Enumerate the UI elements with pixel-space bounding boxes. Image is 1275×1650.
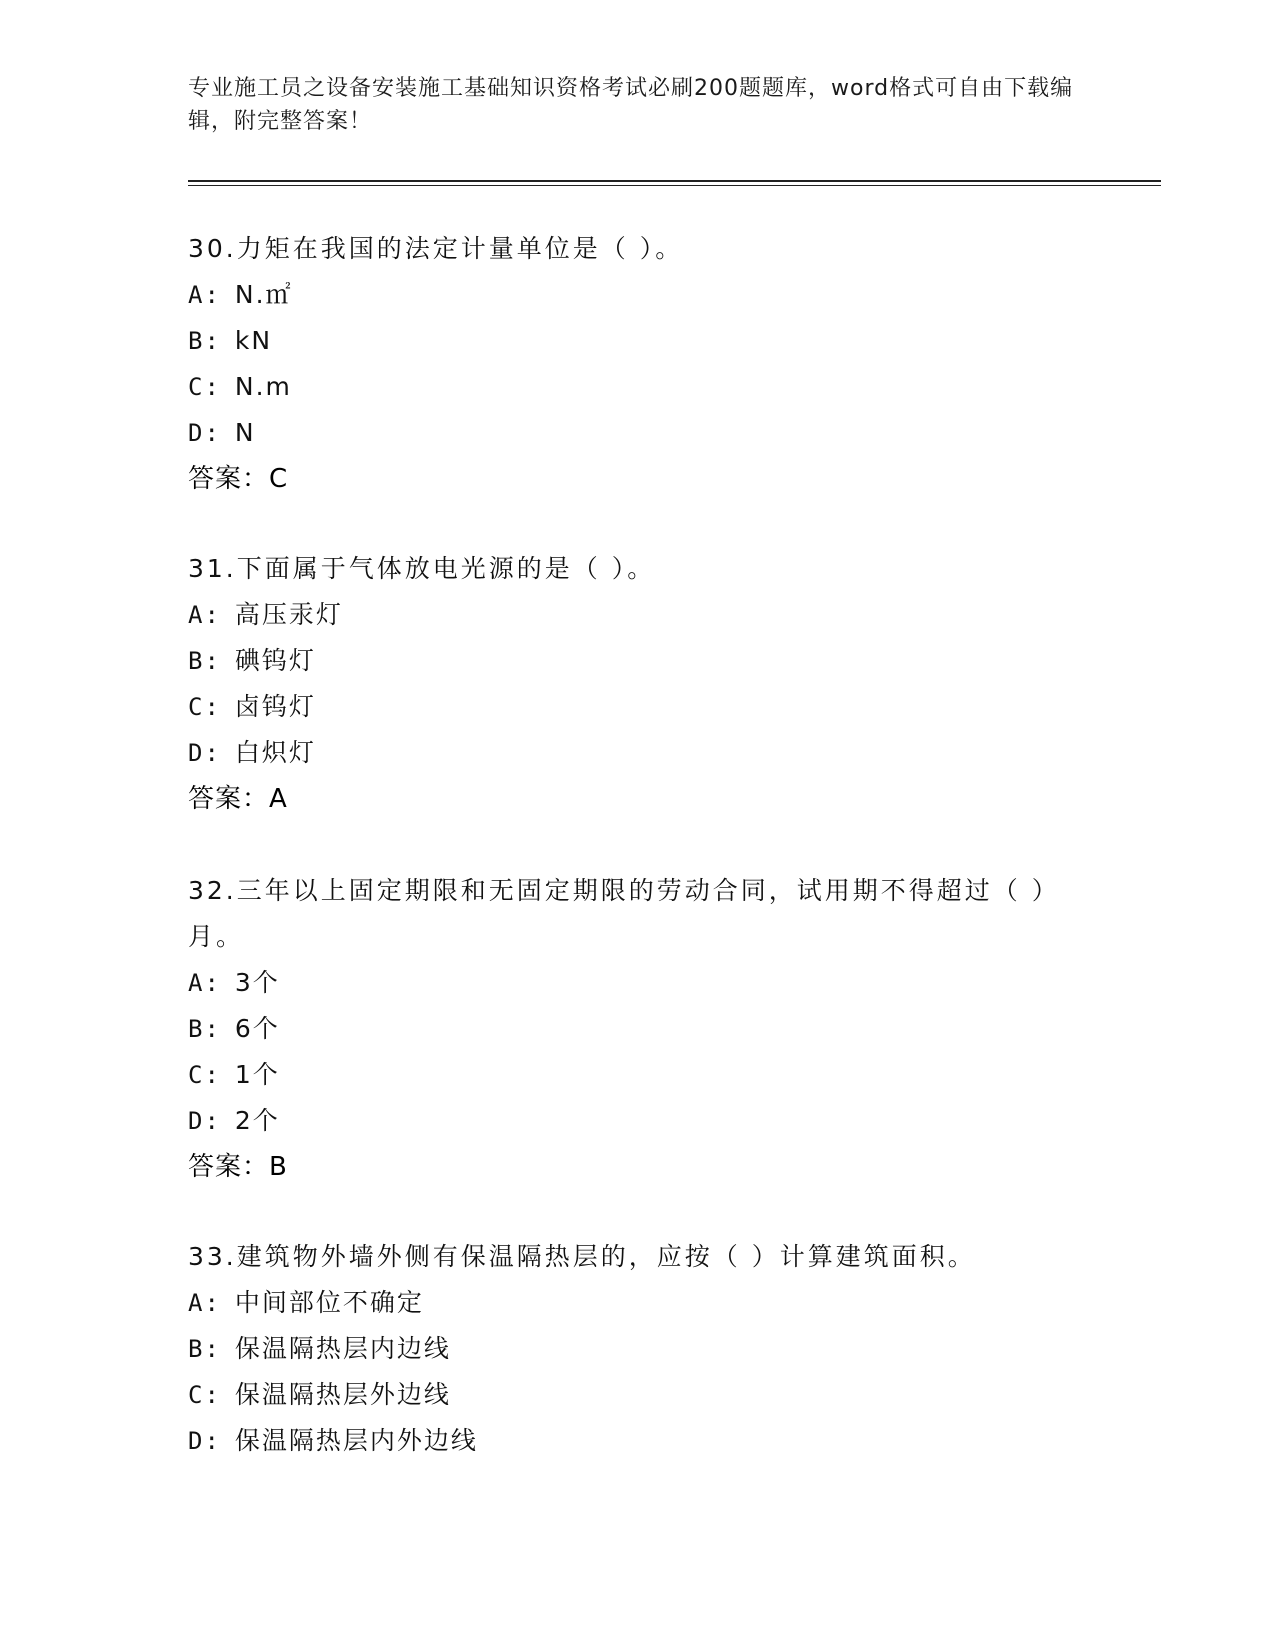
option-b (188, 1326, 1088, 1372)
option-c (188, 684, 1088, 730)
option-letter: A: (188, 969, 221, 997)
option-a (188, 272, 1088, 318)
option-letter: B: (188, 327, 221, 355)
answer-text: 答案：B (188, 1152, 288, 1182)
document-header (188, 72, 1088, 138)
option-text: 6个 (234, 1014, 280, 1043)
option-letter: C: (188, 693, 221, 721)
option-c (188, 1052, 1088, 1098)
option-letter: B: (188, 1015, 221, 1043)
option-letter: D: (188, 419, 221, 447)
header-title: 专业施工员之设备安装施工基础知识资格考试必刷200题题库，word格式可自由下载编辑，附完整答案！ (188, 76, 1074, 134)
option-b (188, 1006, 1088, 1052)
option-text: 保温隔热层内外边线 (234, 1426, 478, 1455)
option-b (188, 318, 1088, 364)
option-letter: B: (188, 647, 221, 675)
option-text: kN (234, 326, 273, 355)
option-text: 卤钨灯 (234, 692, 316, 721)
option-d (188, 1098, 1088, 1144)
option-d (188, 1418, 1088, 1464)
option-c (188, 364, 1088, 410)
option-text: 3个 (234, 968, 280, 997)
option-a (188, 960, 1088, 1006)
option-letter: C: (188, 373, 221, 401)
option-text: 中间部位不确定 (234, 1288, 424, 1317)
question-31 (188, 546, 1088, 822)
option-c (188, 1372, 1088, 1418)
question-stem: 31.下面属于气体放电光源的是（ ）。 (188, 554, 656, 583)
question-33 (188, 1234, 1088, 1464)
option-letter: B: (188, 1335, 221, 1363)
option-text: 1个 (234, 1060, 280, 1089)
option-text: 白炽灯 (234, 738, 316, 767)
option-text: 2个 (234, 1106, 280, 1135)
option-letter: A: (188, 1289, 221, 1317)
option-letter: D: (188, 739, 221, 767)
option-text: 高压汞灯 (234, 600, 343, 629)
option-text: 保温隔热层内边线 (234, 1334, 451, 1363)
option-d (188, 730, 1088, 776)
option-text: N (234, 418, 256, 447)
option-text: 碘钨灯 (234, 646, 316, 675)
header-divider-thick (188, 180, 1161, 182)
option-a (188, 1280, 1088, 1326)
answer-text: 答案：C (188, 464, 289, 494)
header-divider-thin (188, 185, 1161, 186)
question-stem: 33.建筑物外墙外侧有保温隔热层的，应按（ ）计算建筑面积。 (188, 1242, 976, 1271)
question-stem: 32.三年以上固定期限和无固定期限的劳动合同，试用期不得超过（ ）月。 (188, 876, 1048, 951)
option-text: N.㎡ (234, 280, 293, 309)
option-b (188, 638, 1088, 684)
option-text: N.m (234, 372, 292, 401)
option-letter: D: (188, 1427, 221, 1455)
option-d (188, 410, 1088, 456)
option-letter: D: (188, 1107, 221, 1135)
question-30 (188, 226, 1088, 502)
question-32 (188, 868, 1088, 1190)
option-letter: A: (188, 281, 221, 309)
option-a (188, 592, 1088, 638)
question-stem: 30.力矩在我国的法定计量单位是（ ）。 (188, 234, 684, 263)
option-letter: C: (188, 1061, 221, 1089)
answer-text: 答案：A (188, 784, 288, 814)
option-letter: C: (188, 1381, 221, 1409)
option-text: 保温隔热层外边线 (234, 1380, 451, 1409)
option-letter: A: (188, 601, 221, 629)
